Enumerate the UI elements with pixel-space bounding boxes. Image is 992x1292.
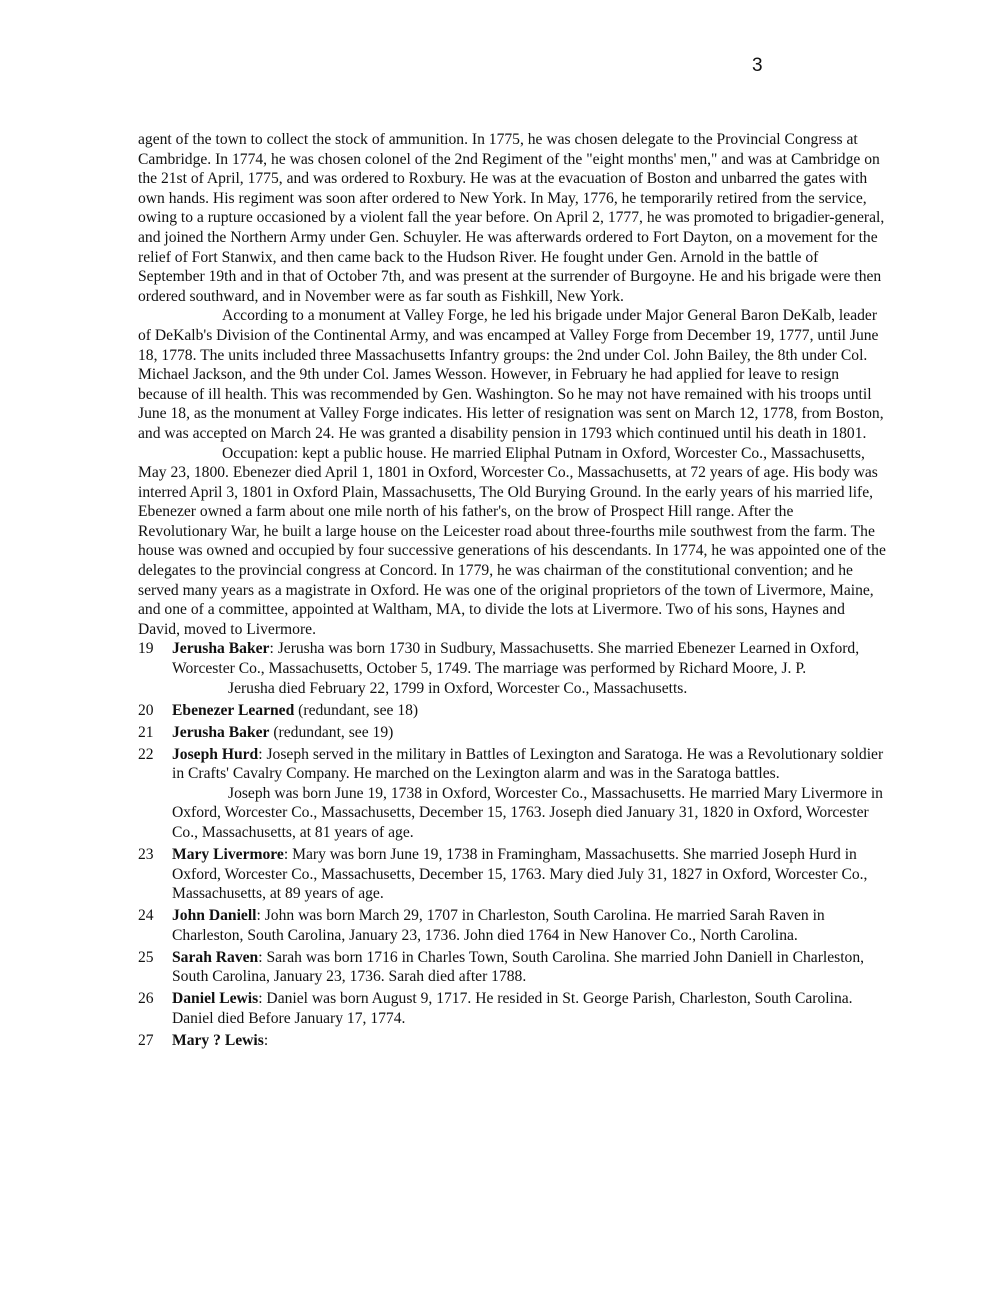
entry-text: : Joseph served in the military in Battles of Lexington and Saratoga. He was a Revolutionary soldier in Crafts' Cavalry Company. He marched on the Lexington alarm and was in the Saratoga battles.	[172, 745, 884, 783]
entry-text: : John was born March 29, 1707 in Charleston, South Carolina. He married Sarah Raven in Charleston, South Carolina, January 23, 1736. John died 1764 in New Hanover Co., North Carolina.	[172, 907, 825, 944]
entry-name: Joseph Hurd	[172, 745, 259, 763]
entry-name: Mary ? Lewis	[172, 1031, 264, 1049]
entry-text: (redundant, see 19)	[269, 723, 394, 741]
entry-text: : Mary was born June 19, 1738 in Framingham, Massachusetts. She married Joseph Hurd in Oxford, Worcester Co., Massachusetts, December 15, 1763. Mary died July 31, 1827 in Oxford, Worcester Co., Massachusetts, at 89 years of age.	[172, 845, 868, 903]
entry-name: Sarah Raven	[172, 948, 259, 966]
entry-number: 23	[138, 845, 154, 863]
entry-name: John Daniell	[172, 907, 257, 925]
paragraph-valley-forge: According to a monument at Valley Forge, he led his brigade under Major General Baron DeKalb, leader of DeKalb's Division of the Continental Army, and was encamped at Valley Forge from December 19, 1777, until June 18, 1778. The units included three Massachusetts Infantry groups: the 2nd under Col. John Bailey, the 8th under Col. Michael Jackson, and the 9th under Col. James Wesson. However, in February he had applied for leave to resign because of ill health. This was recommended by Gen. Washington. So he may not have remained with his troops until June 18, as the monument at Valley Forge indicates. His letter of resignation was sent on March 12, 1778, from Boston, and was accepted on March 24. He was granted a disability pension in 1793 which continued until his death in 1801.	[138, 307, 884, 442]
entry-name: Jerusha Baker	[172, 723, 270, 741]
page-number: 3	[752, 55, 763, 76]
entry-number: 20	[138, 701, 154, 719]
entry-number: 21	[138, 723, 154, 741]
entry-23	[138, 845, 886, 904]
entry-number: 27	[138, 1031, 154, 1049]
entry-22	[138, 745, 886, 843]
entry-number: 22	[138, 745, 154, 763]
entry-text: :	[263, 1031, 269, 1049]
entry-number: 24	[138, 907, 154, 925]
entry-name: Jerusha Baker	[172, 640, 270, 658]
entry-text: : Sarah was born 1716 in Charles Town, South Carolina. She married John Daniell in Charleston, South Carolina, January 23, 1736. Sarah died after 1788.	[172, 948, 865, 986]
entry-name: Daniel Lewis	[172, 990, 259, 1008]
paragraph-occupation: Occupation: kept a public house. He married Eliphal Putnam in Oxford, Worcester Co., Massachusetts, May 23, 1800. Ebenezer died April 1, 1801 in Oxford, Worcester Co., Massachusetts, at 72 years of age. His body was interred April 3, 1801 in Oxford Plain, Massachusetts, The Old Burying Ground. In the early years of his married life, Ebenezer owned a farm about one mile north of his father's, on the brow of Prospect Hill range. After the Revolutionary War, he built a large house on the Leicester road about three-fourths mile southwest from the farm. The house was owned and occupied by four successive generations of his descendants. In 1774, he was appointed one of the delegates to the provincial congress at Concord. In 1779, he was chairman of the constitutional convention; and he served many years as a magistrate in Oxford. He was one of the original proprietors of the town of Livermore, Maine, and one of a committee, appointed at Waltham, MA, to divide the lots at Livermore. Two of his sons, Haynes and David, moved to Livermore.	[138, 444, 886, 638]
entry-name: Ebenezer Learned	[172, 701, 295, 719]
entry-number: 26	[138, 990, 154, 1008]
entry-24	[138, 906, 886, 945]
entry-subparagraph: Joseph was born June 19, 1738 in Oxford, Worcester Co., Massachusetts. He married Mary Livermore in Oxford, Worcester Co., Massachusetts, December 15, 1763. Joseph died January 31, 1820 in Oxford, Worcester Co., Massachusetts, at 81 years of age.	[172, 784, 883, 841]
entry-19	[138, 639, 886, 698]
entry-20	[138, 701, 886, 721]
entry-subparagraph: Jerusha died February 22, 1799 in Oxford, Worcester Co., Massachusetts.	[228, 679, 688, 697]
entry-26	[138, 989, 886, 1028]
entry-27	[138, 1031, 886, 1051]
paragraph-continued: agent of the town to collect the stock of ammunition. In 1775, he was chosen delegate to the Provincial Congress at Cambridge. In 1774, he was chosen colonel of the 2nd Regiment of the "eight months' men," and was at Cambridge on the 21st of April, 1775, and was ordered to Roxbury. He was at the evacuation of Boston and unbarred the gates with own hands. His regiment was soon after ordered to New York. In May, 1776, he temporarily retired from the service, owing to a rupture occasioned by a violent fall the year before. On April 2, 1777, he was promoted to brigadier-general, and joined the Northern Army under Gen. Schuyler. He was afterwards ordered to Fort Dayton, on a movement for the relief of Fort Stanwix, and then came back to the Hudson River. He fought under Gen. Arnold in the battle of September 19th and in that of October 7th, and was present at the surrender of Burgoyne. He and his brigade were then ordered southward, and in November were as far south as Fishkill, New York.	[138, 131, 885, 305]
entry-text: (redundant, see 18)	[294, 701, 419, 719]
entry-text: : Jerusha was born 1730 in Sudbury, Massachusetts. She married Ebenezer Learned in Oxford, Worcester Co., Massachusetts, October 5, 1749. The marriage was performed by Richard Moore, J. P.	[172, 640, 860, 678]
entry-25	[138, 948, 886, 987]
entry-name: Mary Livermore	[172, 845, 284, 863]
entry-number: 19	[138, 640, 154, 658]
entry-number: 25	[138, 948, 154, 966]
entry-21	[138, 723, 886, 743]
entry-text: : Daniel was born August 9, 1717. He resided in St. George Parish, Charleston, South Carolina. Daniel died Before January 17, 1774.	[172, 990, 853, 1027]
document-body	[138, 130, 886, 1050]
